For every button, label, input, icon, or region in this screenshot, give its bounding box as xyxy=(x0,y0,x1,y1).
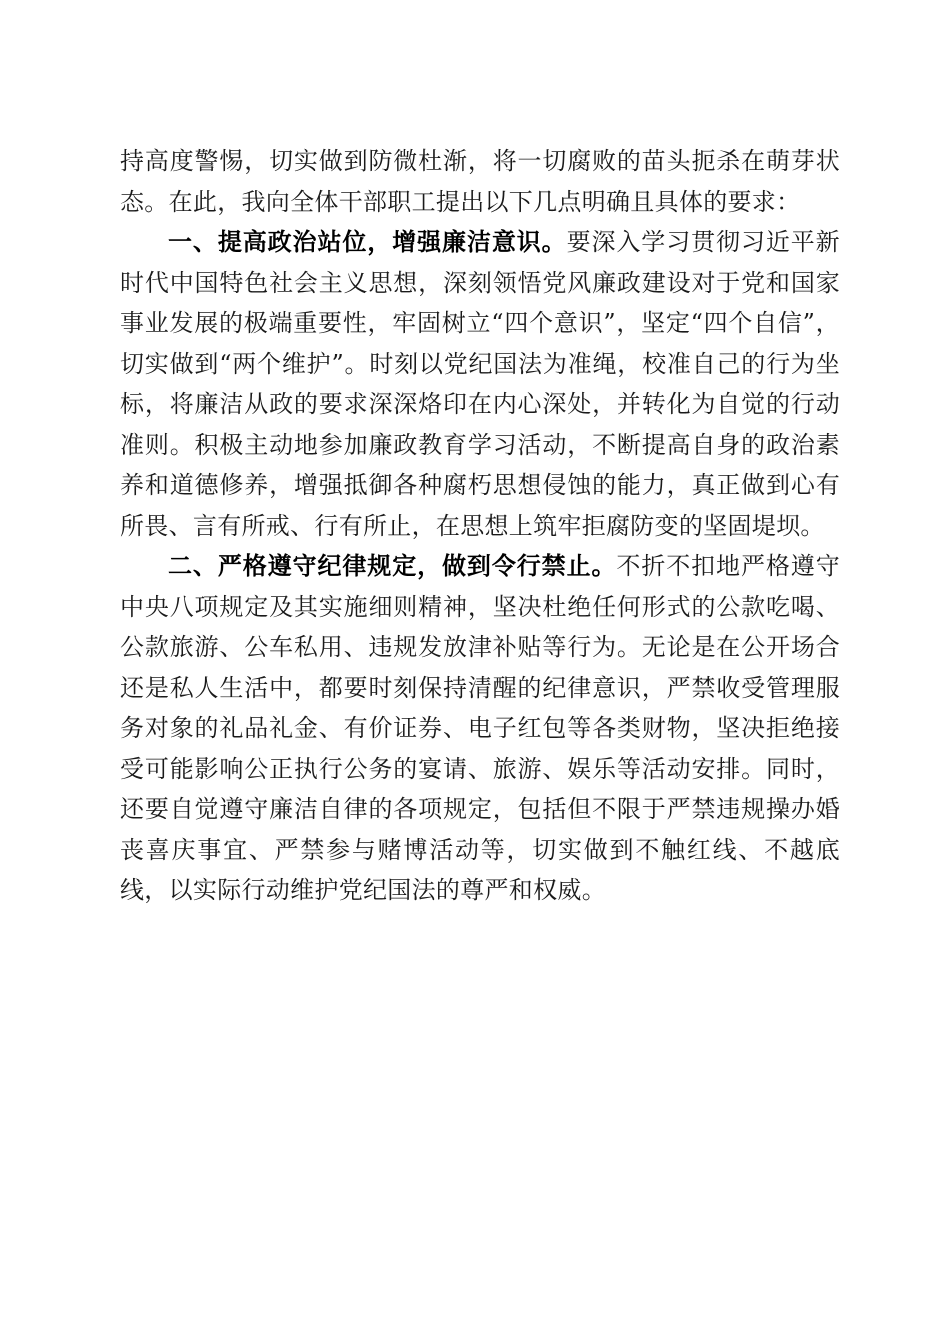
section-one-text: 要深入学习贯彻习近平新时代中国特色社会主义思想，深刻领悟党风廉政建设对于党和国家事业发展的极端重要性，牢固树立“四个意识”，坚定“四个自信”，切实做到“两个维护”。时刻以党纪国法为准绳，校准自己的行为坐标，将廉洁从政的要求深深烙印在内心深处，并转化为自觉的行动准则。积极主动地参加廉政教育学习活动，不断提高自身的政治素养和道德修养，增强抵御各种腐朽思想侵蚀的能力，真正做到心有所畏、言有所戒、行有所止，在思想上筑牢拒腐防变的坚固堤坝。 xyxy=(120,228,840,540)
section-one-heading: 一、提高政治站位，增强廉洁意识。 xyxy=(168,228,567,256)
intro-paragraph xyxy=(120,141,840,222)
section-two-paragraph xyxy=(120,546,840,911)
document-body xyxy=(120,141,840,911)
section-two-text: 不折不扣地严格遵守中央八项规定及其实施细则精神，坚决杜绝任何形式的公款吃喝、公款旅游、公车私用、违规发放津补贴等行为。无论是在公开场合还是私人生活中，都要时刻保持清醒的纪律意识，严禁收受管理服务对象的礼品礼金、有价证券、电子红包等各类财物，坚决拒绝接受可能影响公正执行公务的宴请、旅游、娱乐等活动安排。同时，还要自觉遵守廉洁自律的各项规定，包括但不限于严禁违规操办婚丧喜庆事宜、严禁参与赌博活动等，切实做到不触红线、不越底线，以实际行动维护党纪国法的尊严和权威。 xyxy=(120,552,840,904)
intro-paragraph-text: 持高度警惕，切实做到防微杜渐，将一切腐败的苗头扼杀在萌芽状态。在此，我向全体干部职工提出以下几点明确且具体的要求： xyxy=(120,147,840,216)
section-two-heading: 二、严格遵守纪律规定，做到令行禁止。 xyxy=(168,552,617,580)
section-one-paragraph xyxy=(120,222,840,546)
